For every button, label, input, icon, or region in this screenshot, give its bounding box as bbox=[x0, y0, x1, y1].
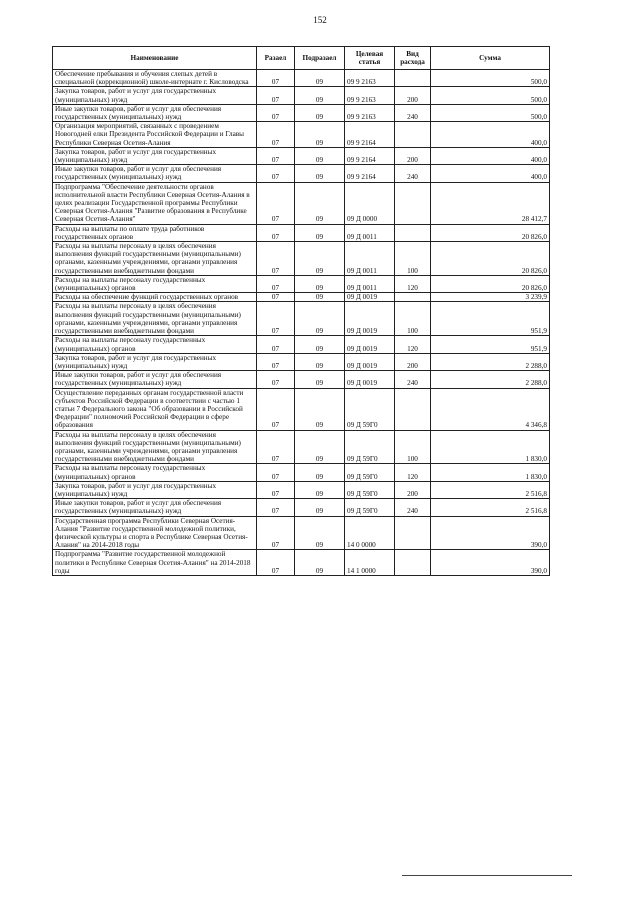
row-name: Подпрограмма "Развитие государственной молодежной политики в Республике Северная Осетия-Алания" на 2014-2018 годы bbox=[53, 550, 257, 576]
row-section: 07 bbox=[257, 430, 295, 464]
row-section: 07 bbox=[257, 464, 295, 481]
row-subsection: 09 bbox=[295, 104, 345, 121]
row-name: Подпрограмма "Обеспечение деятельности органов исполнительной власти Республики Северная Осетия-Алания в целях реализации Государственной программы Республики Северная Осетия-Алания "Развитие образования в Республике Северная Осетия-Алания" bbox=[53, 182, 257, 224]
table-row bbox=[53, 302, 550, 336]
row-expense-type bbox=[395, 122, 431, 148]
row-expense-type bbox=[395, 182, 431, 224]
row-expense-type: 100 bbox=[395, 302, 431, 336]
row-target: 09 Д 0011 bbox=[345, 242, 395, 276]
table-row bbox=[53, 122, 550, 148]
table-row bbox=[53, 550, 550, 576]
row-sum: 400,0 bbox=[431, 122, 550, 148]
row-sum: 400,0 bbox=[431, 165, 550, 182]
table-row bbox=[53, 371, 550, 388]
budget-table bbox=[52, 46, 550, 576]
row-name: Расходы на выплаты персоналу в целях обеспечения выполнения функций государственными (муниципальными) органами, казенными учреждениями, органами управления государственными внебюджетными фондами bbox=[53, 302, 257, 336]
row-name: Закупка товаров, работ и услуг для государственных (муниципальных) нужд bbox=[53, 147, 257, 164]
row-section: 07 bbox=[257, 516, 295, 550]
row-sum: 1 830,0 bbox=[431, 430, 550, 464]
row-sum: 20 826,0 bbox=[431, 242, 550, 276]
row-target: 14 0 0000 bbox=[345, 516, 395, 550]
header-expense-type: Вид расхода bbox=[395, 47, 431, 70]
row-name: Расходы на обеспечение функций государственных органов bbox=[53, 293, 257, 302]
table-row bbox=[53, 336, 550, 353]
table-row bbox=[53, 147, 550, 164]
row-target: 09 Д 59Г0 bbox=[345, 499, 395, 516]
row-expense-type bbox=[395, 224, 431, 241]
header-subsection: Подразаел bbox=[295, 47, 345, 70]
row-expense-type: 200 bbox=[395, 147, 431, 164]
row-subsection: 09 bbox=[295, 388, 345, 430]
row-section: 07 bbox=[257, 336, 295, 353]
table-row bbox=[53, 293, 550, 302]
row-subsection: 09 bbox=[295, 242, 345, 276]
row-name: Иные закупки товаров, работ и услуг для обеспечения государственных (муниципальных) нужд bbox=[53, 371, 257, 388]
row-name: Расходы на выплаты персоналу государственных (муниципальных) органов bbox=[53, 336, 257, 353]
row-subsection: 09 bbox=[295, 302, 345, 336]
row-section: 07 bbox=[257, 293, 295, 302]
row-section: 07 bbox=[257, 182, 295, 224]
row-section: 07 bbox=[257, 70, 295, 87]
row-section: 07 bbox=[257, 371, 295, 388]
row-subsection: 09 bbox=[295, 336, 345, 353]
row-section: 07 bbox=[257, 87, 295, 104]
row-subsection: 09 bbox=[295, 182, 345, 224]
row-target: 09 9 2164 bbox=[345, 122, 395, 148]
table-row bbox=[53, 353, 550, 370]
row-subsection: 09 bbox=[295, 293, 345, 302]
row-subsection: 09 bbox=[295, 147, 345, 164]
row-name: Расходы на выплаты персоналу в целях обеспечения выполнения функций государственными (муниципальными) органами, казенными учреждениями, органами управления государственными внебюджетными фондами bbox=[53, 242, 257, 276]
row-sum: 4 346,8 bbox=[431, 388, 550, 430]
row-subsection: 09 bbox=[295, 516, 345, 550]
row-target: 09 Д 0019 bbox=[345, 293, 395, 302]
table-header-row bbox=[53, 47, 550, 70]
row-name: Закупка товаров, работ и услуг для государственных (муниципальных) нужд bbox=[53, 353, 257, 370]
header-target: Целевая статья bbox=[345, 47, 395, 70]
row-target: 09 Д 0011 bbox=[345, 224, 395, 241]
row-sum: 500,0 bbox=[431, 87, 550, 104]
row-expense-type: 120 bbox=[395, 464, 431, 481]
row-subsection: 09 bbox=[295, 464, 345, 481]
row-subsection: 09 bbox=[295, 275, 345, 292]
row-expense-type: 200 bbox=[395, 353, 431, 370]
row-sum: 1 830,0 bbox=[431, 464, 550, 481]
page-number: 152 bbox=[313, 15, 327, 25]
row-sum: 2 288,0 bbox=[431, 353, 550, 370]
table-row bbox=[53, 464, 550, 481]
row-expense-type: 100 bbox=[395, 242, 431, 276]
row-expense-type: 120 bbox=[395, 275, 431, 292]
table-row bbox=[53, 275, 550, 292]
row-target: 09 Д 59Г0 bbox=[345, 464, 395, 481]
table-row bbox=[53, 481, 550, 498]
row-target: 09 9 2164 bbox=[345, 165, 395, 182]
row-subsection: 09 bbox=[295, 430, 345, 464]
table-body bbox=[53, 70, 550, 576]
row-target: 09 Д 0000 bbox=[345, 182, 395, 224]
row-expense-type: 120 bbox=[395, 336, 431, 353]
row-name: Обеспечение пребывания и обучения слепых детей в специальной (коррекционной) школе-интернате г. Кисловодска bbox=[53, 70, 257, 87]
row-sum: 3 239,9 bbox=[431, 293, 550, 302]
row-sum: 2 288,0 bbox=[431, 371, 550, 388]
row-section: 07 bbox=[257, 481, 295, 498]
row-subsection: 09 bbox=[295, 481, 345, 498]
row-name: Расходы на выплаты персоналу государственных (муниципальных) органов bbox=[53, 275, 257, 292]
row-section: 07 bbox=[257, 302, 295, 336]
row-target: 09 Д 59Г0 bbox=[345, 481, 395, 498]
row-name: Иные закупки товаров, работ и услуг для обеспечения государственных (муниципальных) нужд bbox=[53, 165, 257, 182]
row-target: 09 Д 0019 bbox=[345, 371, 395, 388]
row-expense-type: 240 bbox=[395, 371, 431, 388]
row-section: 07 bbox=[257, 275, 295, 292]
header-name: Наименование bbox=[53, 47, 257, 70]
row-subsection: 09 bbox=[295, 165, 345, 182]
row-name: Организация мероприятий, связанных с проведением Новогодней елки Президента Российской Федерации и Главы Республики Северная Осетия-Алания bbox=[53, 122, 257, 148]
row-section: 07 bbox=[257, 499, 295, 516]
row-name: Осуществление переданных органам государственной власти субъектов Российской Федерации в соответствии с частью 1 статьи 7 Федерального закона "Об образовании в Российской Федерации" полномочий Российской Федерации в сфере образования bbox=[53, 388, 257, 430]
row-sum: 390,0 bbox=[431, 550, 550, 576]
row-expense-type: 240 bbox=[395, 104, 431, 121]
row-name: Расходы на выплаты по оплате труда работников государственных органов bbox=[53, 224, 257, 241]
row-name: Закупка товаров, работ и услуг для государственных (муниципальных) нужд bbox=[53, 87, 257, 104]
row-section: 07 bbox=[257, 550, 295, 576]
row-target: 09 Д 59Г0 bbox=[345, 388, 395, 430]
row-expense-type: 100 bbox=[395, 430, 431, 464]
row-target: 09 9 2163 bbox=[345, 87, 395, 104]
row-expense-type bbox=[395, 293, 431, 302]
row-sum: 2 516,8 bbox=[431, 481, 550, 498]
row-sum: 28 412,7 bbox=[431, 182, 550, 224]
table-row bbox=[53, 516, 550, 550]
row-section: 07 bbox=[257, 104, 295, 121]
table-row bbox=[53, 70, 550, 87]
header-section: Разаел bbox=[257, 47, 295, 70]
row-target: 09 Д 0019 bbox=[345, 336, 395, 353]
row-name: Иные закупки товаров, работ и услуг для обеспечения государственных (муниципальных) нужд bbox=[53, 104, 257, 121]
row-subsection: 09 bbox=[295, 550, 345, 576]
row-expense-type: 240 bbox=[395, 499, 431, 516]
row-sum: 951,9 bbox=[431, 336, 550, 353]
bottom-rule bbox=[402, 875, 572, 876]
row-sum: 951,9 bbox=[431, 302, 550, 336]
row-expense-type: 200 bbox=[395, 87, 431, 104]
table-row bbox=[53, 430, 550, 464]
row-sum: 400,0 bbox=[431, 147, 550, 164]
row-target: 09 Д 0019 bbox=[345, 353, 395, 370]
row-expense-type: 200 bbox=[395, 481, 431, 498]
row-section: 07 bbox=[257, 147, 295, 164]
row-target: 14 1 0000 bbox=[345, 550, 395, 576]
row-target: 09 Д 0019 bbox=[345, 302, 395, 336]
row-expense-type bbox=[395, 550, 431, 576]
row-section: 07 bbox=[257, 224, 295, 241]
row-sum: 20 826,0 bbox=[431, 275, 550, 292]
row-expense-type bbox=[395, 388, 431, 430]
row-sum: 500,0 bbox=[431, 104, 550, 121]
row-subsection: 09 bbox=[295, 70, 345, 87]
table-row bbox=[53, 87, 550, 104]
row-expense-type bbox=[395, 70, 431, 87]
row-expense-type: 240 bbox=[395, 165, 431, 182]
table-row bbox=[53, 499, 550, 516]
table-row bbox=[53, 242, 550, 276]
row-expense-type bbox=[395, 516, 431, 550]
row-sum: 390,0 bbox=[431, 516, 550, 550]
row-subsection: 09 bbox=[295, 87, 345, 104]
row-section: 07 bbox=[257, 388, 295, 430]
table-row bbox=[53, 104, 550, 121]
row-target: 09 Д 59Г0 bbox=[345, 430, 395, 464]
table-row bbox=[53, 182, 550, 224]
row-target: 09 Д 0011 bbox=[345, 275, 395, 292]
row-section: 07 bbox=[257, 122, 295, 148]
row-section: 07 bbox=[257, 165, 295, 182]
row-target: 09 9 2164 bbox=[345, 147, 395, 164]
row-section: 07 bbox=[257, 242, 295, 276]
row-sum: 2 516,8 bbox=[431, 499, 550, 516]
row-name: Расходы на выплаты персоналу государственных (муниципальных) органов bbox=[53, 464, 257, 481]
table-row bbox=[53, 165, 550, 182]
row-target: 09 9 2163 bbox=[345, 104, 395, 121]
header-sum: Сумма bbox=[431, 47, 550, 70]
row-target: 09 9 2163 bbox=[345, 70, 395, 87]
row-sum: 500,0 bbox=[431, 70, 550, 87]
table-row bbox=[53, 388, 550, 430]
row-subsection: 09 bbox=[295, 499, 345, 516]
row-sum: 20 826,0 bbox=[431, 224, 550, 241]
row-name: Закупка товаров, работ и услуг для государственных (муниципальных) нужд bbox=[53, 481, 257, 498]
table-row bbox=[53, 224, 550, 241]
row-name: Иные закупки товаров, работ и услуг для обеспечения государственных (муниципальных) нужд bbox=[53, 499, 257, 516]
row-section: 07 bbox=[257, 353, 295, 370]
row-name: Расходы на выплаты персоналу в целях обеспечения выполнения функций государственными (муниципальными) органами, казенными учреждениями, органами управления государственными внебюджетными фондами bbox=[53, 430, 257, 464]
row-name: Государственная программа Республики Северная Осетия-Алания "Развитие государственной молодежной политики, физической культуры и спорта в Республике Северная Осетия-Алания" на 2014-2018 годы bbox=[53, 516, 257, 550]
row-subsection: 09 bbox=[295, 353, 345, 370]
row-subsection: 09 bbox=[295, 224, 345, 241]
row-subsection: 09 bbox=[295, 371, 345, 388]
row-subsection: 09 bbox=[295, 122, 345, 148]
